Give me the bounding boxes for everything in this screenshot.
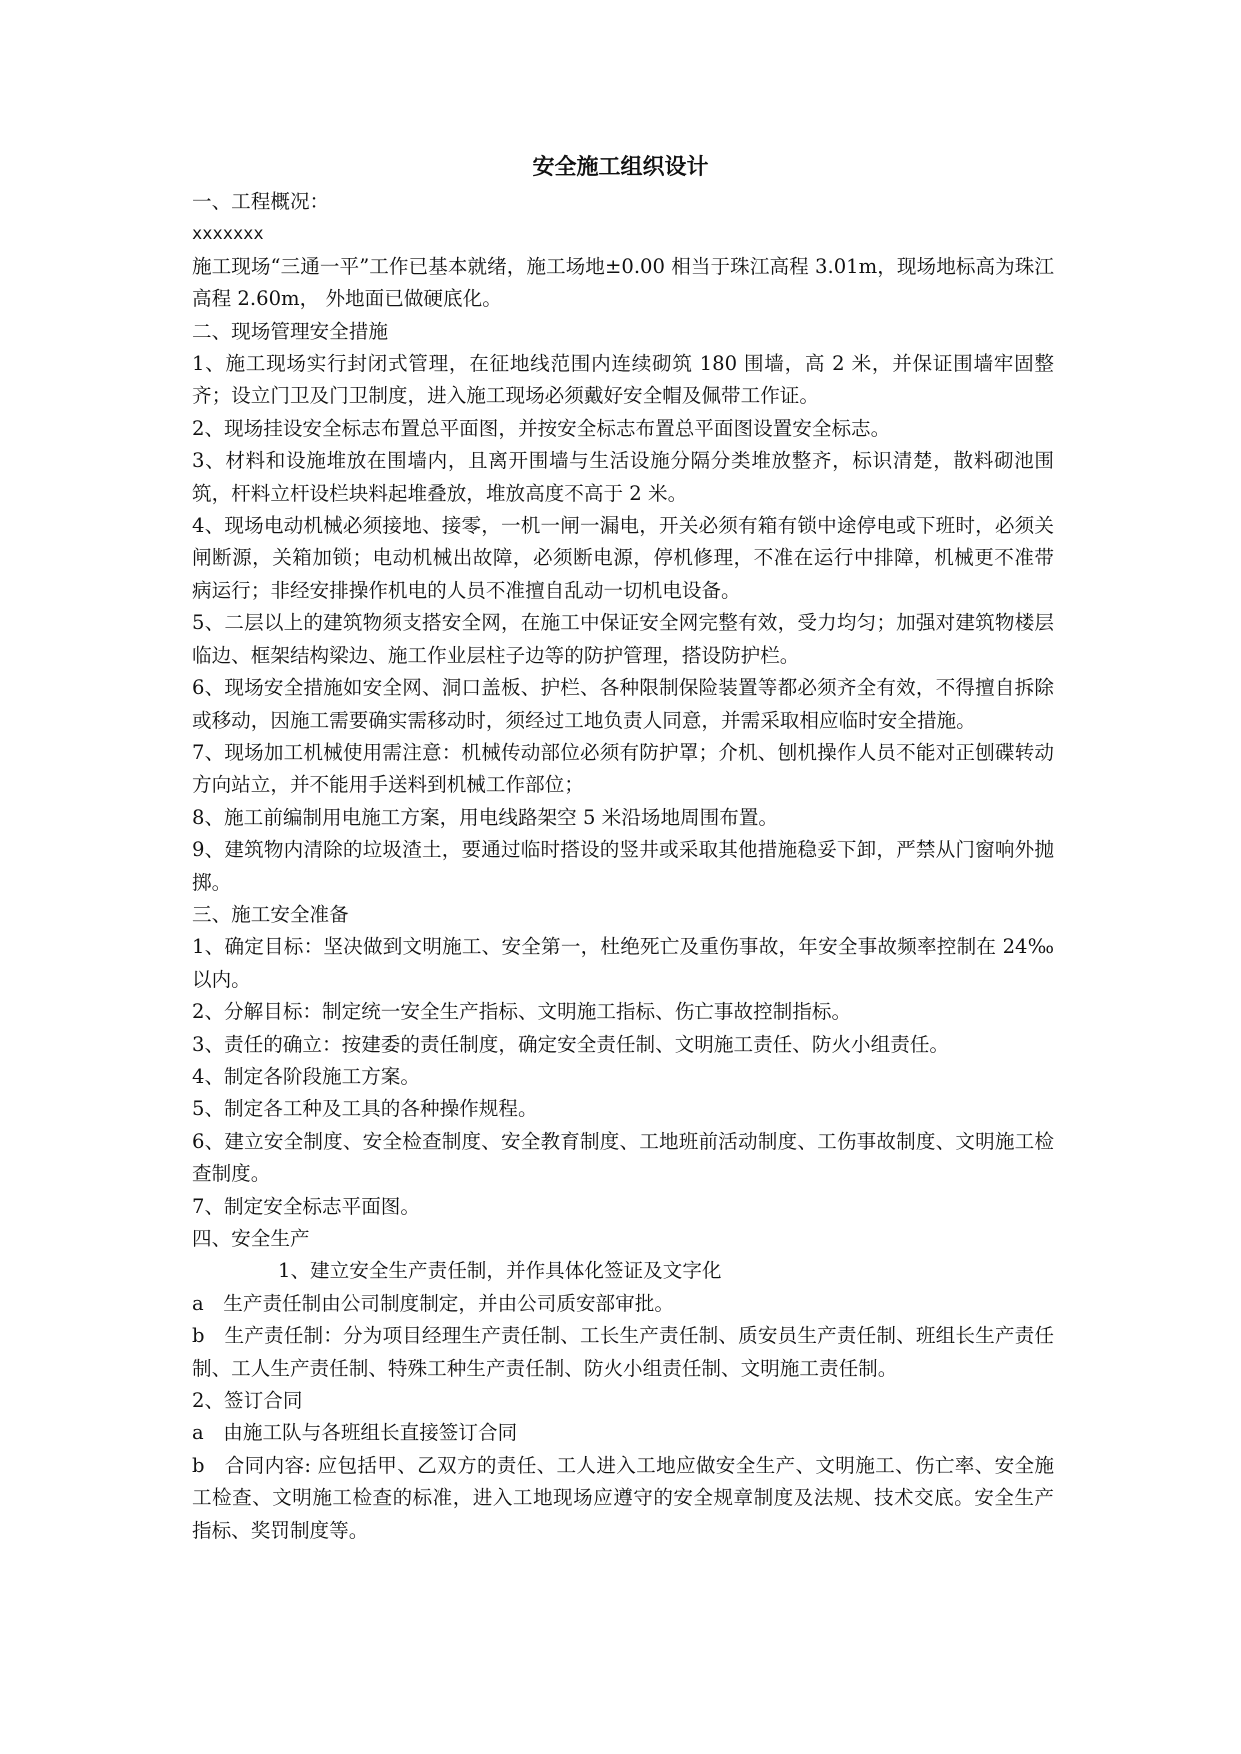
list-item: 4、制定各阶段施工方案。 bbox=[192, 1064, 420, 1088]
list-item: 2、分解目标：制定统一安全生产指标、文明施工指标、伤亡事故控制指标。 bbox=[192, 1000, 852, 1024]
document-body bbox=[192, 186, 1054, 1547]
list-item: 7、制定安全标志平面图。 bbox=[192, 1194, 420, 1218]
list-item: 2、现场挂设安全标志布置总平面图，并按安全标志布置总平面图设置安全标志。 bbox=[192, 416, 891, 440]
list-item: 1、确定目标：坚决做到文明施工、安全第一，杜绝死亡及重伤事故，年安全事故频率控制在 24‰以内。 bbox=[192, 935, 1054, 991]
project-name-placeholder: xxxxxxx bbox=[192, 224, 264, 245]
list-item: 1、施工现场实行封闭式管理，在征地线范围内连续砌筑 180 围墙，高 2 米，并保证围墙牢固整齐；设立门卫及门卫制度，进入施工现场必须戴好安全帽及佩带工作证。 bbox=[192, 352, 1054, 408]
list-item: b 生产责任制：分为项目经理生产责任制、工长生产责任制、质安员生产责任制、班组长生产责任制、工人生产责任制、特殊工种生产责任制、防火小组责任制、文明施工责任制。 bbox=[192, 1324, 1054, 1380]
list-item: a 由施工队与各班组长直接签订合同 bbox=[192, 1421, 518, 1445]
list-item: 9、建筑物内清除的垃圾渣土，要通过临时搭设的竖井或采取其他措施稳妥下卸，严禁从门窗响外抛掷。 bbox=[192, 838, 1054, 894]
list-item: 8、施工前编制用电施工方案，用电线路架空 5 米沿场地周围布置。 bbox=[192, 805, 779, 829]
document-title: 安全施工组织设计 bbox=[532, 154, 709, 180]
list-item: 5、二层以上的建筑物须支搭安全网，在施工中保证安全网完整有效，受力均匀；加强对建筑物楼层临边、框架结构梁边、施工作业层柱子边等的防护管理，搭设防护栏。 bbox=[192, 611, 1054, 667]
list-item: a 生产责任制由公司制度制定，并由公司质安部审批。 bbox=[192, 1291, 674, 1315]
list-item: b 合同内容: 应包括甲、乙双方的责任、工人进入工地应做安全生产、文明施工、伤亡率、安全施工检查、文明施工检查的标准，进入工地现场应遵守的安全规章制度及法规、技术交底。安全生产指标、奖罚制度等。 bbox=[192, 1453, 1054, 1542]
section-heading: 三、施工安全准备 bbox=[192, 902, 349, 926]
list-item: 6、建立安全制度、安全检查制度、安全教育制度、工地班前活动制度、工伤事故制度、文明施工检查制度。 bbox=[192, 1129, 1054, 1186]
section-heading: 四、安全生产 bbox=[192, 1227, 310, 1250]
list-item: 3、材料和设施堆放在围墙内，且离开围墙与生活设施分隔分类堆放整齐，标识清楚，散料砌池围筑，杆料立杆设栏块料起堆叠放，堆放高度不高于 2 米。 bbox=[192, 449, 1054, 505]
section-heading: 二、现场管理安全措施 bbox=[192, 319, 388, 343]
list-item: 7、现场加工机械使用需注意：机械传动部位必须有防护罩；介机、刨机操作人员不能对正刨碟转动方向站立，并不能用手送料到机械工作部位； bbox=[192, 740, 1054, 797]
subsection-heading: 1、建立安全生产责任制，并作具体化签证及文字化 bbox=[278, 1259, 722, 1283]
list-item: 3、责任的确立：按建委的责任制度，确定安全责任制、文明施工责任、防火小组责任。 bbox=[192, 1032, 950, 1056]
list-item: 6、现场安全措施如安全网、洞口盖板、护栏、各种限制保险装置等都必须齐全有效，不得擅自拆除或移动，因施工需要确实需移动时，须经过工地负责人同意，并需采取相应临时安全措施。 bbox=[192, 676, 1054, 732]
paragraph: 施工现场“三通一平”工作已基本就绪，施工场地±0.00 相当于珠江高程 3.01m，现场地标高为珠江高程 2.60m， 外地面已做硬底化。 bbox=[192, 254, 1054, 311]
section-heading: 一、工程概况： bbox=[192, 190, 330, 213]
list-item: 5、制定各工种及工具的各种操作规程。 bbox=[192, 1097, 538, 1121]
subsection-heading: 2、签订合同 bbox=[192, 1389, 303, 1413]
list-item: 4、现场电动机械必须接地、接零，一机一闸一漏电，开关必须有箱有锁中途停电或下班时，必须关闸断源，关箱加锁；电动机械出故障，必须断电源，停机修理，不准在运行中排障，机械更不准带病运行；非经安排操作机电的人员不准擅自乱动一切机电设备。 bbox=[192, 514, 1054, 602]
